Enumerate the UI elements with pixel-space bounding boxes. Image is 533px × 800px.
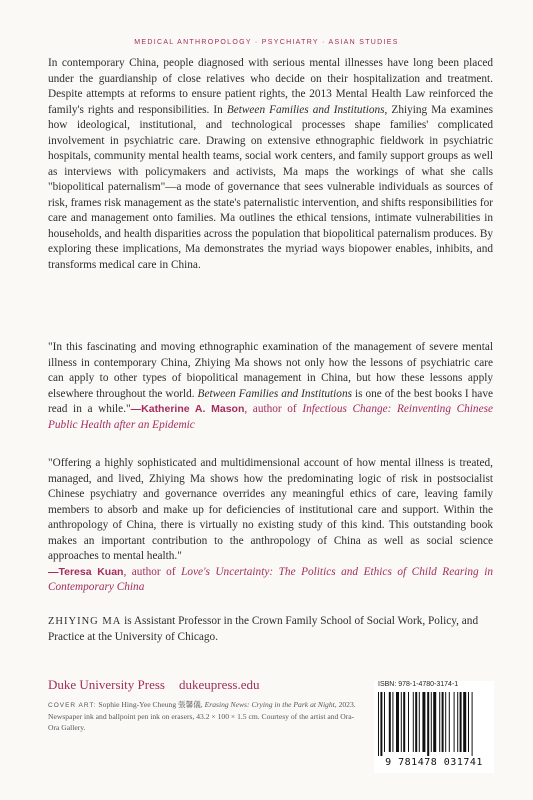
barcode-bar	[392, 692, 393, 752]
barcode-bar	[472, 692, 473, 756]
barcode-bar	[384, 692, 385, 752]
quote1-text-2: is one of the best books I have read in a while."	[48, 387, 493, 415]
category-line: MEDICAL ANTHROPOLOGY · PSYCHIATRY · ASIAN STUDIES	[134, 39, 399, 46]
quote1-author: —Katherine A. Mason	[130, 403, 245, 415]
cover-art-artist: Sophie Hing-Yee Cheung 張馨儀,	[96, 700, 205, 709]
description-part-1: In contemporary China, people diagnosed with serious mental illnesses have long been placed under the guardianship of close relatives who decide on their hospitalization and treatment. Despite attempts at reforms to ensure patient rights, the 2013 Mental Health Law reinforced the family's rights and responsibilities. In	[48, 57, 493, 116]
barcode-bar	[433, 692, 436, 752]
barcode-bar	[401, 692, 402, 752]
barcode-bar	[389, 692, 391, 752]
barcode-bar	[396, 692, 399, 752]
quote2-author-book: Love's Uncertainty: The Politics and Ethics of Child Rearing in Contemporary China	[48, 565, 493, 593]
quote2-role: , author of	[123, 565, 182, 578]
barcode-bar	[380, 692, 382, 756]
publisher-url: dukeupress.edu	[179, 677, 260, 692]
isbn-barcode	[374, 681, 494, 773]
barcode-bar	[439, 692, 440, 752]
quote2-text: "Offering a highly sophisticated and multidimensional account of how mental illness is treated, managed, and lived, Zhiying Ma shows how the predominating logic of risk in postsocialist Chinese psychiatry and governance overrides any meaningful ethics of care, leaving family members to absorb and make up for deficiencies of institutional care and support. Within the anthropology of China, there is virtually no existing study of this kind. This outstanding book makes an important contribution to the anthropology of China as well as social science approaches to mental health."	[48, 457, 493, 562]
author-bio	[48, 614, 493, 645]
barcode-bar	[427, 692, 429, 756]
barcode-bar	[422, 692, 425, 752]
barcode-bar	[449, 692, 450, 752]
description-book-title: Between Families and Institutions	[226, 103, 385, 116]
book-description	[48, 56, 493, 273]
author-bio-text: is Assistant Professor in the Crown Family School of Social Work, Policy, and Practice at the University of Chicago.	[48, 615, 479, 643]
barcode-icon	[378, 692, 490, 756]
isbn-digits: 9 781478 031741	[385, 757, 483, 768]
barcode-bar	[457, 692, 458, 752]
quote1-book-title: Between Families and Institutions	[197, 387, 352, 400]
endorsement-mason	[48, 340, 493, 433]
barcode-bar	[445, 692, 446, 752]
barcode-bar	[460, 692, 462, 752]
barcode-bar	[468, 692, 469, 752]
barcode-bar	[442, 692, 444, 752]
barcode-bar	[454, 692, 455, 752]
barcode-bar	[419, 692, 420, 752]
barcode-bar	[408, 692, 409, 752]
barcode-bar	[463, 692, 466, 752]
cover-art-work: Erasing News: Crying in the Park at Night	[204, 700, 335, 709]
endorsement-kuan	[48, 456, 493, 596]
barcode-bar	[403, 692, 405, 752]
quote2-author: —Teresa Kuan	[48, 565, 124, 578]
barcode-bar	[431, 692, 432, 752]
quote1-role: , author of	[244, 403, 303, 415]
quote1-author-book: Infectious Change: Reinventing Chinese Public Health after an Epidemic	[48, 403, 493, 431]
barcode-bar	[415, 692, 417, 752]
quote1-text-1: "In this fascinating and moving ethnographic examination of the management of severe mental illness in contemporary China, Zhiying Ma shows not only how the lessons of psychiatric care can apply to other types of biopolitical management in China, but how these lessons apply elsewhere throughout the world.	[48, 341, 493, 400]
cover-art-details: , 2023. Newspaper ink and ballpoint pen ink on erasers, 43.2 × 100 × 1.5 cm. Courtesy of the artist and Ora-Ora Gallery.	[48, 700, 356, 732]
publisher-name: Duke University Press	[48, 677, 165, 692]
isbn-label: ISBN: 978-1-4780-3174-1	[378, 681, 459, 688]
barcode-bar	[413, 692, 414, 752]
cover-art-label: COVER ART:	[48, 702, 97, 709]
description-part-2: , Zhiying Ma examines how ideological, institutional, and technological processes shape families' complicated involvement in psychiatric care. Drawing on extensive ethnographic fieldwork in psychiatric hospitals, community mental health teams, social work centers, and family support groups as well as interviews with policymakers and activists, Ma maps the workings of what she calls "biopolitical paternalism"—a mode of governance that sees vulnerable individuals as sources of risk, frames risk management as the state's paternalistic intervention, and shifts responsibilities for care and management onto families. Ma outlines the ethical tensions, intimate vulnerabilities in households, and health disparities across the population that biopolitical paternalism produces. By exploring these implications, Ma demonstrates the myriad ways biopower enables, inhibits, and transforms medical care in China.	[48, 103, 493, 271]
cover-art-credit	[48, 699, 358, 733]
barcode-bar	[378, 692, 379, 756]
publisher-line	[48, 677, 274, 693]
author-name: ZHIYING MA	[48, 616, 122, 627]
